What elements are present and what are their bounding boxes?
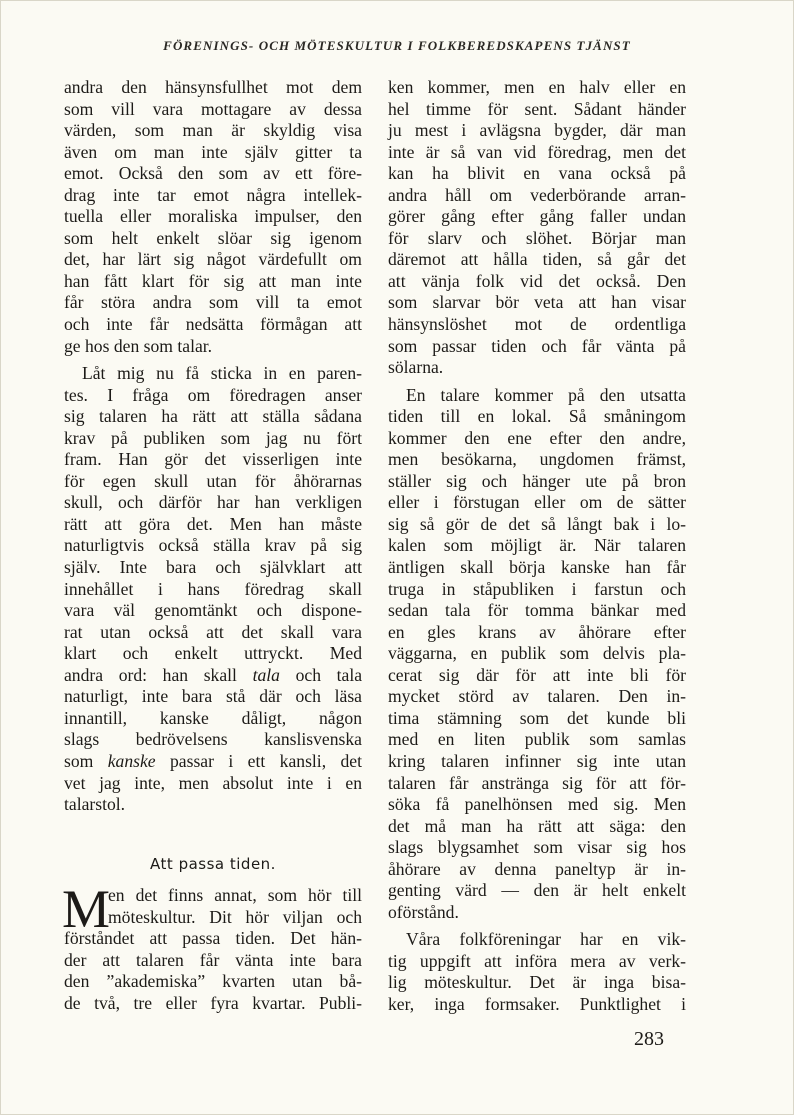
text-line: han fått klart för sig att man inte	[64, 270, 362, 291]
text-line: själv. Inte bara och självklart att	[64, 557, 362, 578]
text-line: tiden till en lokal. Så småningom	[388, 406, 686, 427]
text-line: innehållet i hans föredrag skall	[64, 578, 362, 599]
text-line: den ”akademiska” kvarten utan bå-	[64, 971, 362, 992]
text-line: som vill vara mottagare av dessa	[64, 98, 362, 119]
paragraph	[388, 929, 686, 1015]
text-line: de två, tre eller fyra kvartar. Publi-	[64, 992, 362, 1013]
text-line: kommer den ene efter den andre,	[388, 427, 686, 448]
left-paragraphs	[64, 77, 362, 816]
text-line: förståndet att passa tiden. Det hän-	[64, 928, 362, 949]
text-line: drag inte tar emot några intellek-	[64, 184, 362, 205]
text-line: det må man ha rätt att säga: den	[388, 815, 686, 836]
section-heading: Att passa tiden.	[150, 854, 276, 873]
drop-cap: M	[62, 879, 111, 940]
text-line: som slarvar bör veta att han visar	[388, 292, 686, 313]
text-line: med en liten publik som samlas	[388, 729, 686, 750]
text-line: kan ha blivit en vana också på	[388, 163, 686, 184]
text-line: eller i förstugan eller om de sätter	[388, 492, 686, 513]
italic-word: kanske	[107, 750, 156, 771]
text-segment: andra ord: han skall	[64, 664, 253, 685]
text-line: söka få panelhönsen med sig. Men	[388, 794, 686, 815]
text-line: väggarna, en publik som delvis pla-	[388, 643, 686, 664]
text-line: sölarna.	[388, 357, 444, 378]
text-line: En talare kommer på den utsatta	[406, 384, 686, 405]
text-line	[64, 751, 362, 773]
text-line: rat utan också att det skall vara	[64, 621, 362, 642]
text-line: men besökarna, ungdomen främst,	[388, 449, 686, 470]
text-line: skull, och därför har han verkligen	[64, 492, 362, 513]
running-head: FÖRENINGS- OCH MÖTESKULTUR I FOLKBEREDSKAPENS TJÄNST	[163, 38, 631, 53]
text-line: naturligt, inte bara stå där och läsa	[64, 686, 362, 707]
text-line: en det finns annat, som hör till	[108, 885, 362, 906]
text-line: slags blygsamhet som visar sig hos	[388, 837, 686, 858]
text-line: ju mest i avlägsna bygder, där man	[388, 120, 686, 141]
text-line: att vänja folk vid det också. Den	[388, 270, 686, 291]
text-line: för egen skull utan för åhörarnas	[64, 470, 362, 491]
text-line: innantill, kanske dåligt, någon	[64, 707, 362, 728]
text-line: för slarv och slöhet. Börjar man	[388, 227, 686, 248]
text-line: det, har lärt sig något värdefullt om	[64, 249, 362, 270]
text-line: fram. Han gör det visserligen inte	[64, 449, 362, 470]
text-line: ställer sig och hänger ute på bron	[388, 470, 686, 491]
text-line: och inte får nedsätta förmågan att	[64, 314, 362, 335]
text-line: sig så gör de det så långt bak i lo-	[388, 513, 686, 534]
text-line: sedan tala för tomma bänkar med	[388, 600, 686, 621]
text-line: möteskultur. Dit hör viljan och	[108, 906, 362, 927]
text-line: vara väl genomtänkt och dispone-	[64, 600, 362, 621]
paragraph	[388, 77, 686, 379]
text-line: talaren får anstränga sig för att för-	[388, 772, 686, 793]
text-line: naturligtvis också ställa krav på sig	[64, 535, 362, 556]
text-line: tuella eller moraliska impulser, den	[64, 206, 362, 227]
paragraph	[388, 385, 686, 924]
paragraph	[64, 77, 362, 357]
text-line: slags bedrövelsens kanslisvenska	[64, 729, 362, 750]
text-line: lig möteskultur. Det är inga bisa-	[388, 972, 686, 993]
text-line: åhörare av denna paneltyp är in-	[388, 858, 686, 879]
text-line: som passar tiden och får vänta på	[388, 335, 686, 356]
text-line: som helt enkelt slöar sig igenom	[64, 227, 362, 248]
text-line: truga in ståpubliken i farstun och	[388, 578, 686, 599]
text-line: rätt att göra det. Men han måste	[64, 513, 362, 534]
text-line: der att talaren får vänta inte bara	[64, 949, 362, 970]
text-line: Våra folkföreningar har en vik-	[406, 929, 686, 950]
text-line: kring talaren infinner sig inte utan	[388, 750, 686, 771]
text-line: en gles krans av åhörare efter	[388, 621, 686, 642]
text-line: hänsynslöshet mot de ordentliga	[388, 314, 686, 335]
text-line: inte är så van vid föredrag, men det	[388, 141, 686, 162]
text-segment: passar i ett kansli, det	[155, 750, 362, 771]
text-line: får störa andra som vill ta emot	[64, 292, 362, 313]
right-paragraphs	[388, 77, 686, 1016]
page-number: 283	[634, 1028, 664, 1050]
paragraph	[64, 363, 362, 815]
text-line: klart och enkelt uttryckt. Med	[64, 643, 362, 664]
text-line: däremot att hålla tiden, så går det	[388, 249, 686, 270]
text-line: emot. Också den som av ett före-	[64, 163, 362, 184]
left-column	[64, 77, 362, 1020]
text-line: andra den hänsynsfullhet mot dem	[64, 77, 362, 97]
text-line: Låt mig nu få sticka in en paren-	[82, 363, 362, 384]
text-line: sig talaren ha rätt att ställa sådana	[64, 406, 362, 427]
text-line: hel timme för sent. Sådant händer	[388, 98, 686, 119]
text-line: genting värd — den är helt enkelt	[388, 880, 686, 901]
text-line: oförstånd.	[388, 901, 459, 922]
text-segment: som	[64, 750, 108, 771]
text-line: krav på publiken som jag nu fört	[64, 427, 362, 448]
text-line: ker, inga formsaker. Punktlighet i	[388, 993, 686, 1014]
text-line: värden, som man är skyldig visa	[64, 120, 362, 141]
text-segment: och tala	[279, 664, 363, 685]
text-line: kalen som möjligt är. När talaren	[388, 535, 686, 556]
text-line: tima stämning som det kunde bli	[388, 707, 686, 728]
text-line: andra håll om vederbörande arran-	[388, 184, 686, 205]
text-line: ken kommer, men en halv eller en	[388, 77, 686, 97]
italic-word: tala	[252, 664, 280, 685]
text-line: ge hos den som talar.	[64, 335, 213, 356]
text-line: cerat sig där för att inte bli för	[388, 664, 686, 685]
drop-cap-paragraph	[62, 879, 362, 1014]
text-line: äntligen skall börja kanske han får	[388, 557, 686, 578]
text-line: vet jag inte, men absolut inte i en	[64, 772, 362, 793]
text-line: tig uppgift att införa mera av verk-	[388, 950, 686, 971]
text-line: även om man inte själv gitter ta	[64, 141, 362, 162]
text-line	[64, 665, 362, 687]
text-line: tes. I fråga om föredragen anser	[64, 384, 362, 405]
right-column	[388, 77, 686, 1022]
text-line: talarstol.	[64, 794, 126, 815]
text-line: mycket störd av talaren. Den in-	[388, 686, 686, 707]
text-line: görer gång efter gång faller undan	[388, 206, 686, 227]
